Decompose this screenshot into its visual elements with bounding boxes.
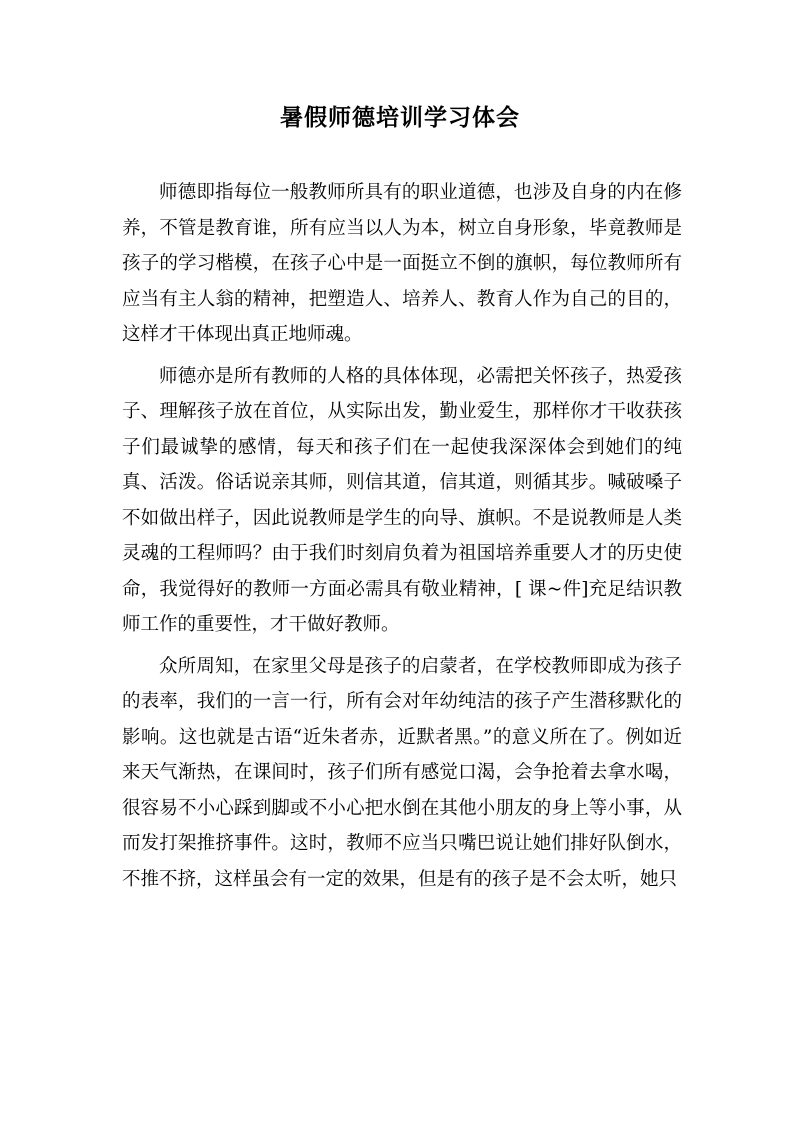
document-title: 暑假师德培训学习体会 <box>280 104 520 131</box>
paragraph-1: 师德即指每位一般教师所具有的职业道德，也涉及自身的内在修养，不管是教育谁，所有应当以人为本，树立自身形象，毕竟教师是孩子的学习楷模，在孩子心中是一面挺立不倒的旗帜，每位教师所有应当有主人翁的精神，把塑造人、培养人、教育人作为自己的目的，这样才干体现出真正地师魂。 <box>122 182 682 345</box>
paragraph-3: 众所周知，在家里父母是孩子的启蒙者，在学校教师即成为孩子的表率，我们的一言一行，所有会对年幼纯洁的孩子产生潜移默化的影响。这也就是古语“近朱者赤，近默者黑。”的意义所在了。例如近来天气渐热，在课间时，孩子们所有感觉口渴，会争抢着去拿水喝，很容易不小心踩到脚或不小心把水倒在其他小朋友的身上等小事，从而发打架推挤事件。这时，教师不应当只嘴巴说让她们排好队倒水，不推不挤，这样虽会有一定的效果，但是有的孩子是不会太听，她只 <box>122 655 682 890</box>
paragraph-2: 师德亦是所有教师的人格的具体体现，必需把关怀孩子，热爱孩子、理解孩子放在首位，从实际出发，勤业爱生，那样你才干收获孩子们最诚挚的感情，每天和孩子们在一起使我深深体会到她们的纯真、活泼。俗话说亲其师，则信其道，信其道，则循其步。喊破嗓子不如做出样子，因此说教师是学生的向导、旗帜。不是说教师是人类灵魂的工程师吗？由于我们时刻肩负着为祖国培养重要人才的历史使命，我觉得好的教师一方面必需具有敬业精神，[ 课~件]充足结识教师工作的重要性，才干做好教师。 <box>122 365 682 635</box>
document-body <box>122 175 682 903</box>
